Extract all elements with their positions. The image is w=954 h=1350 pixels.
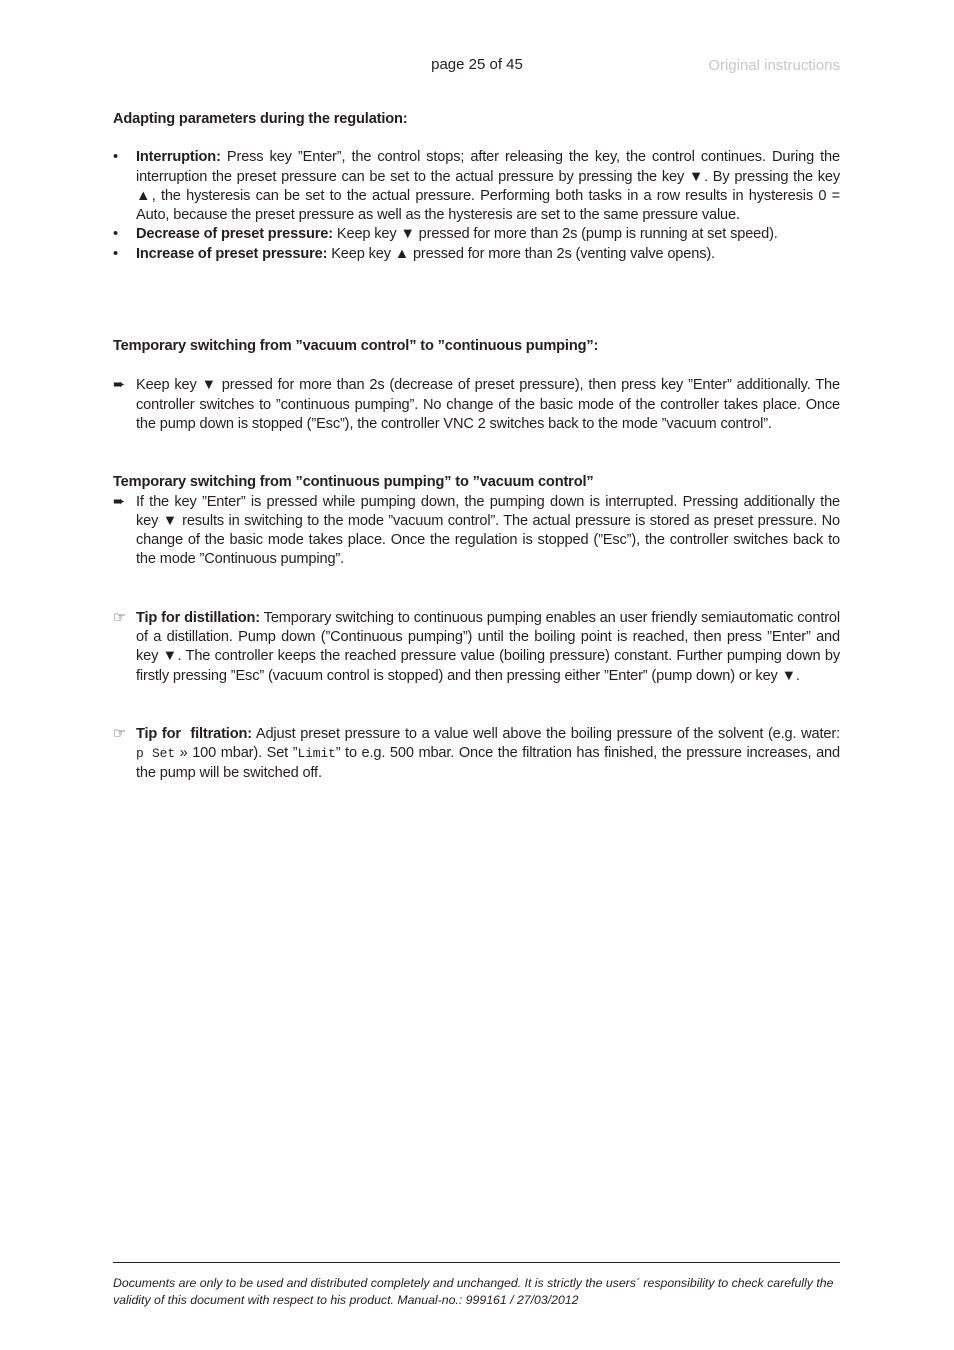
pointing-hand-icon: ☞ (113, 725, 126, 742)
list-item (113, 245, 840, 264)
footer-note: Documents are only to be used and distributed completely and unchanged. It is strictly the users´ responsibility to check carefully the validity of this document with respect to his product. Manual-no.: 999161 / 27/03/2012 (113, 1276, 834, 1307)
tip-text: ” to e.g. 500 mbar. Once the filtration has finished, the pressure increases, and the pump will be switched off. (136, 745, 840, 781)
tip-text: » 100 mbar). Set ” (174, 745, 298, 762)
arrow-right-icon: ➨ (113, 493, 126, 510)
tip-text: Temporary switching to continuous pumping enables an user friendly semiautomatic control of a distillation. Pump down (”Continuous pumping”) until the boiling point is reached, then press ”Enter” and key ▼. The controller keeps the reached pressure value (boiling pressure) constant. Further pumping down by firstly pressing ”Esc” (vacuum control is stopped) and then pressing either ”Enter” (pump down) or key ▼. (136, 609, 840, 684)
code-p-set: p Set (136, 746, 175, 762)
tip-filtration (113, 725, 840, 783)
section-title: Temporary switching from ”continuous pumping” to ”vacuum control” (113, 474, 594, 491)
item-label: Increase of preset pressure: (136, 245, 328, 262)
section-title: Adapting parameters during the regulation: (113, 111, 408, 127)
arrow-right-icon: ➨ (113, 377, 126, 394)
footer-divider (113, 1262, 840, 1263)
section-title: Temporary switching from ”vacuum control” to ”continuous pumping”: (113, 338, 599, 355)
bullet-icon: • (113, 226, 118, 243)
header-label: Original instructions (708, 57, 840, 74)
list-item (113, 225, 840, 244)
item-text: Keep key ▲ pressed for more than 2s (venting valve opens). (327, 245, 715, 262)
instruction (113, 493, 840, 570)
instruction-text: Keep key ▼ pressed for more than 2s (decrease of preset pressure), then press key ”Enter” additionally. The controller switches to ”continuous pumping”. No change of the basic mode of the controller takes place. Once the pump down is stopped (”Esc”), the controller VNC 2 switches back to the mode ”vacuum control”. (136, 377, 840, 432)
pointing-hand-icon: ☞ (113, 609, 126, 626)
item-label: Decrease of preset pressure: (136, 226, 333, 243)
item-label: Interruption: (136, 149, 221, 166)
instruction-text: If the key ”Enter” is pressed while pumping down, the pumping down is interrupted. Pressing additionally the key ▼ results in switching to the mode ”vacuum control”. The actual pressure is stored as preset pressure. No change of the basic mode takes place. Once the regulation is stopped (”Esc”), the controller switches back to the mode ”Continuous pumping”. (136, 493, 840, 568)
tip-label: Tip for filtration: (136, 725, 252, 742)
tip-text: Adjust preset pressure to a value well above the boiling pressure of the solvent (e.g. water: (251, 725, 840, 742)
item-text: Press key ”Enter”, the control stops; after releasing the key, the control continues. During the interruption the preset pressure can be set to the actual pressure by pressing the key ▼. By pressing the key ▲, the hysteresis can be set to the actual pressure. Performing both tasks in a row results in hysteresis 0 = Auto, because the preset pressure as well as the hysteresis are set to the same pressure value. (136, 149, 840, 224)
list-item (113, 148, 840, 225)
page-number: page 25 of 45 (431, 56, 523, 73)
tip-label: Tip for distillation: (136, 609, 260, 626)
document-body (113, 110, 840, 783)
item-text: Keep key ▼ pressed for more than 2s (pump is running at set speed). (332, 226, 778, 243)
tip-distillation (113, 609, 840, 686)
bullet-icon: • (113, 149, 118, 166)
bullet-icon: • (113, 245, 118, 262)
instruction (113, 376, 840, 434)
code-limit: Limit (297, 746, 336, 762)
